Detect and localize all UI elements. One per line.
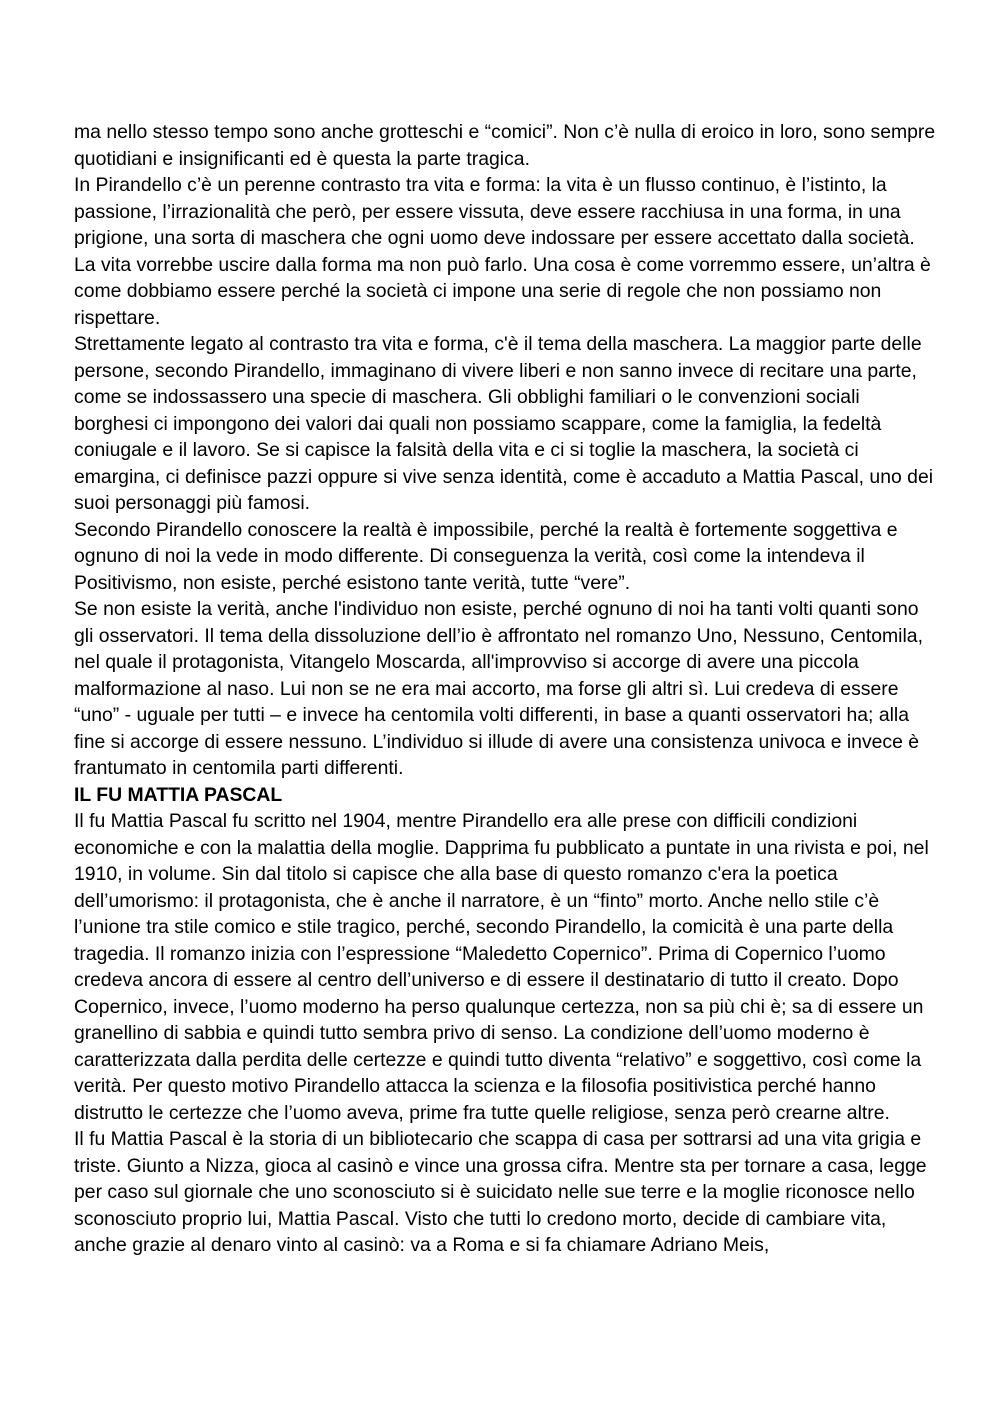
- paragraph-1: ma nello stesso tempo sono anche grotteschi e “comici”. Non c’è nulla di eroico in loro, sono sempre quotidiani e insignificanti ed è questa la parte tragica.: [74, 121, 936, 170]
- paragraph-2: In Pirandello c’è un perenne contrasto tra vita e forma: la vita è un flusso continuo, è l’istinto, la passione, l’irrazionalità che però, per essere vissuta, deve essere racchiusa in una forma, in una prigione, una sorta di maschera che ogni uomo deve indossare per essere accettato dalla società. La vita vorrebbe uscire dalla forma ma non può farlo. Una cosa è come vorremmo essere, un’altra è come dobbiamo essere perché la società ci impone una serie di regole che non possiamo non rispettare.: [74, 174, 931, 329]
- document-page: [74, 119, 936, 1259]
- section-heading: IL FU MATTIA PASCAL: [74, 783, 283, 806]
- paragraph-5: Se non esiste la verità, anche l'individuo non esiste, perché ognuno di noi ha tanti volti quanti sono gli osservatori. Il tema della dissoluzione dell’io è affrontato nel romanzo Uno, Nessuno, Centomila, nel quale il protagonista, Vitangelo Moscarda, all'improvviso si accorge di avere una piccola malformazione al naso. Lui non se ne era mai accorto, ma forse gli altri sì. Lui credeva di essere “uno” - uguale per tutti – e invece ha centomila volti differenti, in base a quanti osservatori ha; alla fine si accorge di essere nessuno. L’individuo si illude di avere una consistenza univoca e invece è frantumato in centomila parti differenti.: [74, 598, 923, 779]
- paragraph-3: Strettamente legato al contrasto tra vita e forma, c'è il tema della maschera. La maggior parte delle persone, secondo Pirandello, immaginano di vivere liberi e non sanno invece di recitare una parte, come se indossassero una specie di maschera. Gli obblighi familiari o le convenzioni sociali borghesi ci impongono dei valori dai quali non possiamo scappare, come la famiglia, la fedeltà coniugale e il lavoro. Se si capisce la falsità della vita e ci si toglie la maschera, la società ci emargina, ci definisce pazzi oppure si vive senza identità, come è accaduto a Mattia Pascal, uno dei suoi personaggi più famosi.: [74, 333, 934, 514]
- paragraph-7: Il fu Mattia Pascal è la storia di un bibliotecario che scappa di casa per sottrarsi ad una vita grigia e triste. Giunto a Nizza, gioca al casinò e vince una grossa cifra. Mentre sta per tornare a casa, legge per caso sul giornale che uno sconosciuto si è suicidato nelle sue terre e la moglie riconosce nello sconosciuto proprio lui, Mattia Pascal. Visto che tutti lo credono morto, decide di cambiare vita, anche grazie al denaro vinto al casinò: va a Roma e si fa chiamare Adriano Meis,: [74, 1128, 927, 1256]
- paragraph-4: Secondo Pirandello conoscere la realtà è impossibile, perché la realtà è fortemente soggettiva e ognuno di noi la vede in modo differente. Di conseguenza la verità, così come la intendeva il Positivismo, non esiste, perché esistono tante verità, tutte “vere”.: [74, 518, 898, 594]
- paragraph-6: Il fu Mattia Pascal fu scritto nel 1904, mentre Pirandello era alle prese con difficili condizioni economiche e con la malattia della moglie. Dapprima fu pubblicato a puntate in una rivista e poi, nel 1910, in volume. Sin dal titolo si capisce che alla base di questo romanzo c'era la poetica dell’umorismo: il protagonista, che è anche il narratore, è un “finto” morto. Anche nello stile c’è l’unione tra stile comico e stile tragico, perché, secondo Pirandello, la comicità è una parte della tragedia. Il romanzo inizia con l’espressione “Maledetto Copernico”. Prima di Copernico l’uomo credeva ancora di essere al centro dell’universo e di essere il destinatario di tutto il creato. Dopo Copernico, invece, l’uomo moderno ha perso qualunque certezza, non sa più chi è; sa di essere un granellino di sabbia e quindi tutto sembra privo di senso. La condizione dell’uomo moderno è caratterizzata dalla perdita delle certezze e quindi tutto diventa “relativo” e soggettivo, così come la verità. Per questo motivo Pirandello attacca la scienza e la filosofia positivistica perché hanno distrutto le certezze che l’uomo aveva, prime fra tutte quelle religiose, senza però crearne altre.: [74, 810, 929, 1124]
